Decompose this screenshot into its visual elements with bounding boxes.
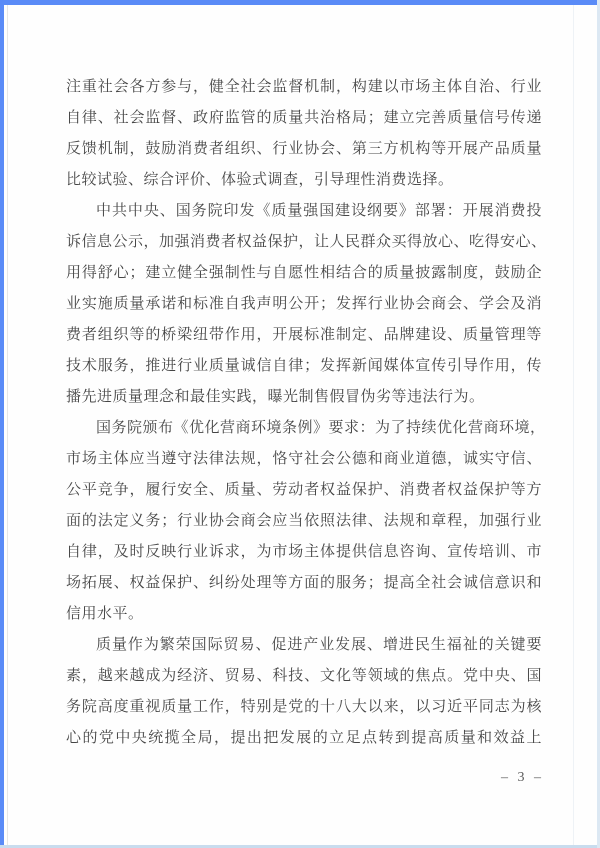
text-line: 用得舒心；建立健全强制性与自愿性相结合的质量披露制度，鼓励企 xyxy=(66,265,542,281)
text-line: 业实施质量承诺和标准自我声明公开；发挥行业协会商会、学会及消 xyxy=(66,296,542,312)
text-line: 公平竞争，履行安全、质量、劳动者权益保护、消费者权益保护等方 xyxy=(66,482,542,498)
text-line: 反馈机制，鼓励消费者组织、行业协会、第三方机构等开展产品质量 xyxy=(66,141,542,157)
text-line: 比较试验、综合评价、体验式调查，引导理性消费选择。 xyxy=(66,172,454,188)
text-line: 自律、社会监督、政府监管的质量共治格局；建立完善质量信号传递 xyxy=(66,110,542,126)
text-line: 注重社会各方参与，健全社会监督机制，构建以市场主体自治、行业 xyxy=(66,79,542,95)
page-edge-shadow-left xyxy=(7,5,8,845)
text-line: 技术服务，推进行业质量诚信自律；发挥新闻媒体宣传引导作用，传 xyxy=(66,358,542,374)
text-line: 市场主体应当遵守法律法规，恪守社会公德和商业道德，诚实守信、 xyxy=(66,451,542,467)
text-line: 场拓展、权益保护、纠纷处理等方面的服务；提高全社会诚信意识和 xyxy=(66,575,542,591)
paragraph xyxy=(66,413,546,630)
text-line: 播先进质量理念和最佳实践，曝光制售假冒伪劣等违法行为。 xyxy=(66,389,485,405)
paragraph xyxy=(66,630,542,754)
text-line: 信用水平。 xyxy=(66,606,144,622)
scan-border-left xyxy=(0,0,4,848)
page-number: – 3 – xyxy=(501,770,544,785)
text-line: 务院高度重视质量工作，特别是党的十八大以来，以习近平同志为核 xyxy=(66,699,542,715)
scan-border-top xyxy=(0,0,600,5)
text-line: 中共中央、国务院印发《质量强国建设纲要》部署：开展消费投 xyxy=(96,203,542,219)
document-text-block xyxy=(66,72,547,754)
text-line: 诉信息公示，加强消费者权益保护，让人民群众买得放心、吃得安心、 xyxy=(66,234,547,250)
text-line: 自律，及时反映行业诉求，为市场主体提供信息咨询、宣传培训、市 xyxy=(66,544,542,560)
text-line: 费者组织等的桥梁纽带作用，开展标准制定、品牌建设、质量管理等 xyxy=(66,327,542,343)
text-line: 面的法定义务；行业协会商会应当依照法律、法规和章程，加强行业 xyxy=(66,513,542,529)
paragraph xyxy=(66,72,542,196)
text-line: 素，越来越成为经济、贸易、科技、文化等领域的焦点。党中央、国 xyxy=(66,668,542,684)
paragraph xyxy=(66,196,547,413)
page-edge-shadow-right xyxy=(573,5,574,845)
text-line: 质量作为繁荣国际贸易、促进产业发展、增进民生福祉的关键要 xyxy=(96,637,542,653)
text-line: 心的党中央统揽全局，提出把发展的立足点转到提高质量和效益上 xyxy=(66,730,542,746)
text-line: 国务院颁布《优化营商环境条例》要求：为了持续优化营商环境， xyxy=(96,420,546,436)
